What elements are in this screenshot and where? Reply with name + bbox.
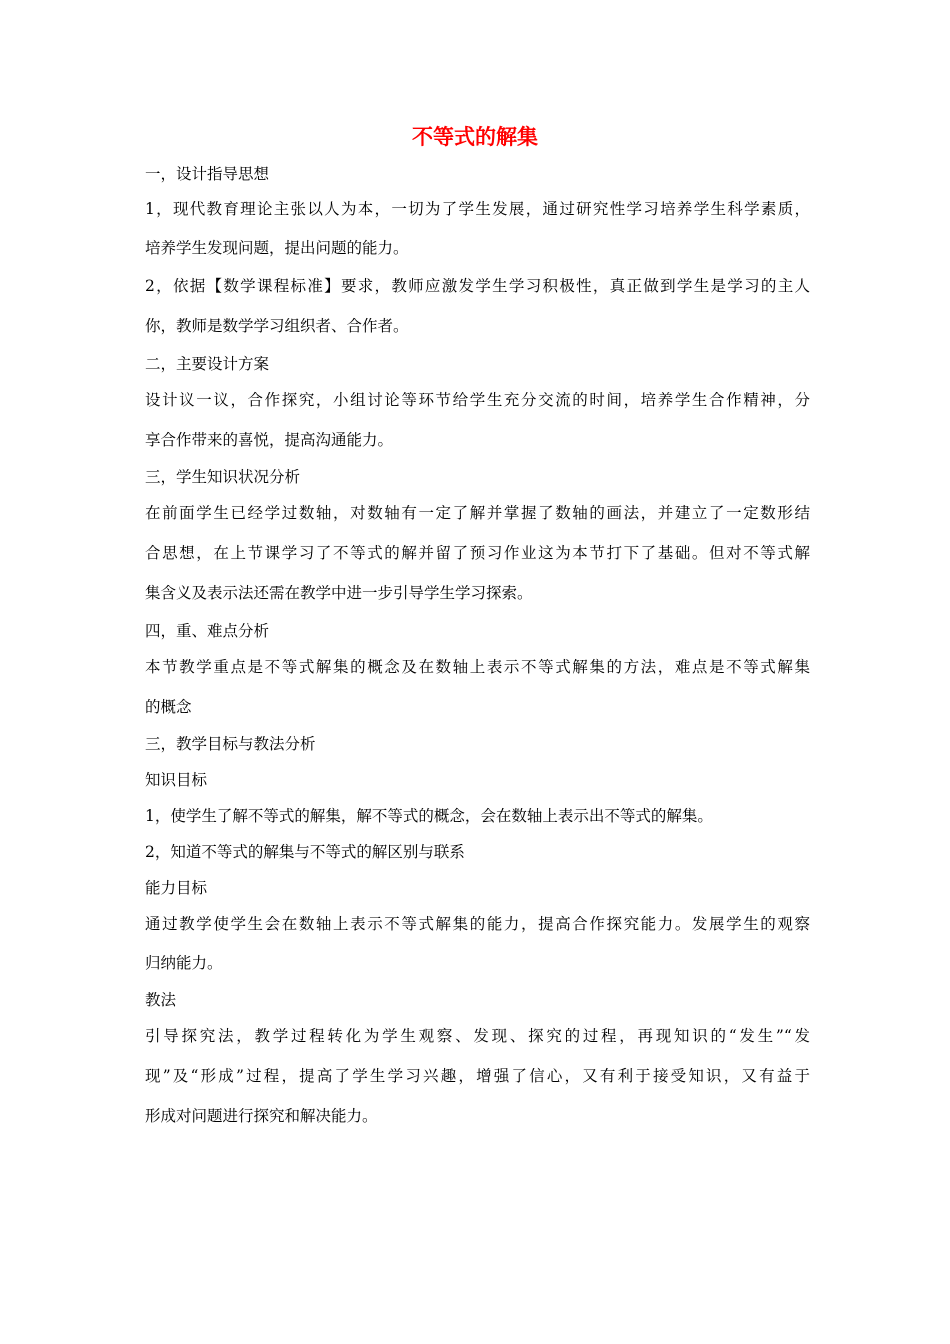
paragraph-line: 现”及“形成”过程，提高了学生学习兴趣，增强了信心，又有利于接受知识，又有益于 [145, 1067, 810, 1085]
document-title: 不等式的解集 [412, 125, 538, 149]
paragraph-line: 在前面学生已经学过数轴，对数轴有一定了解并掌握了数轴的画法，并建立了一定数形结 [145, 504, 810, 522]
paragraph-line: 享合作带来的喜悦，提高沟通能力。 [145, 431, 394, 449]
paragraph-line: 1，使学生了解不等式的解集，解不等式的概念，会在数轴上表示出不等式的解集。 [145, 807, 713, 825]
subheading-ability-goals: 能力目标 [145, 879, 208, 897]
heading-main-design-plan: 二，主要设计方案 [145, 355, 270, 373]
paragraph-line: 2，知道不等式的解集与不等式的解区别与联系 [145, 843, 465, 861]
subheading-teaching-method: 教法 [145, 991, 177, 1009]
paragraph-line: 本节教学重点是不等式解集的概念及在数轴上表示不等式解集的方法，难点是不等式解集 [145, 658, 810, 676]
paragraph-line: 通过教学使学生会在数轴上表示不等式解集的能力，提高合作探究能力。发展学生的观察 [145, 915, 810, 933]
paragraph-line: 2，依据【数学课程标准】要求，教师应激发学生学习积极性，真正做到学生是学习的主人 [145, 277, 810, 295]
paragraph-line: 设计议一议，合作探究，小组讨论等环节给学生充分交流的时间，培养学生合作精神，分 [145, 391, 810, 409]
paragraph-line: 归纳能力。 [145, 954, 223, 972]
heading-design-guiding-idea: 一，设计指导思想 [145, 165, 270, 183]
heading-teaching-goals: 三，教学目标与教法分析 [145, 735, 316, 753]
heading-key-points: 四，重、难点分析 [145, 622, 270, 640]
paragraph-line: 的概念 [145, 698, 192, 716]
paragraph-line: 引导探究法，教学过程转化为学生观察、发现、探究的过程，再现知识的“发生”“发 [145, 1027, 810, 1045]
paragraph-line: 集含义及表示法还需在教学中进一步引导学生学习探索。 [145, 584, 533, 602]
paragraph-line: 合思想，在上节课学习了不等式的解并留了预习作业这为本节打下了基础。但对不等式解 [145, 544, 810, 562]
paragraph-line: 1，现代教育理论主张以人为本，一切为了学生发展，通过研究性学习培养学生科学素质， [145, 200, 810, 218]
paragraph-line: 你，教师是数学学习组织者、合作者。 [145, 317, 409, 335]
paragraph-line: 培养学生发现问题，提出问题的能力。 [145, 239, 409, 257]
subheading-knowledge-goals: 知识目标 [145, 771, 208, 789]
paragraph-line: 形成对问题进行探究和解决能力。 [145, 1107, 378, 1125]
heading-student-knowledge: 三，学生知识状况分析 [145, 468, 301, 486]
